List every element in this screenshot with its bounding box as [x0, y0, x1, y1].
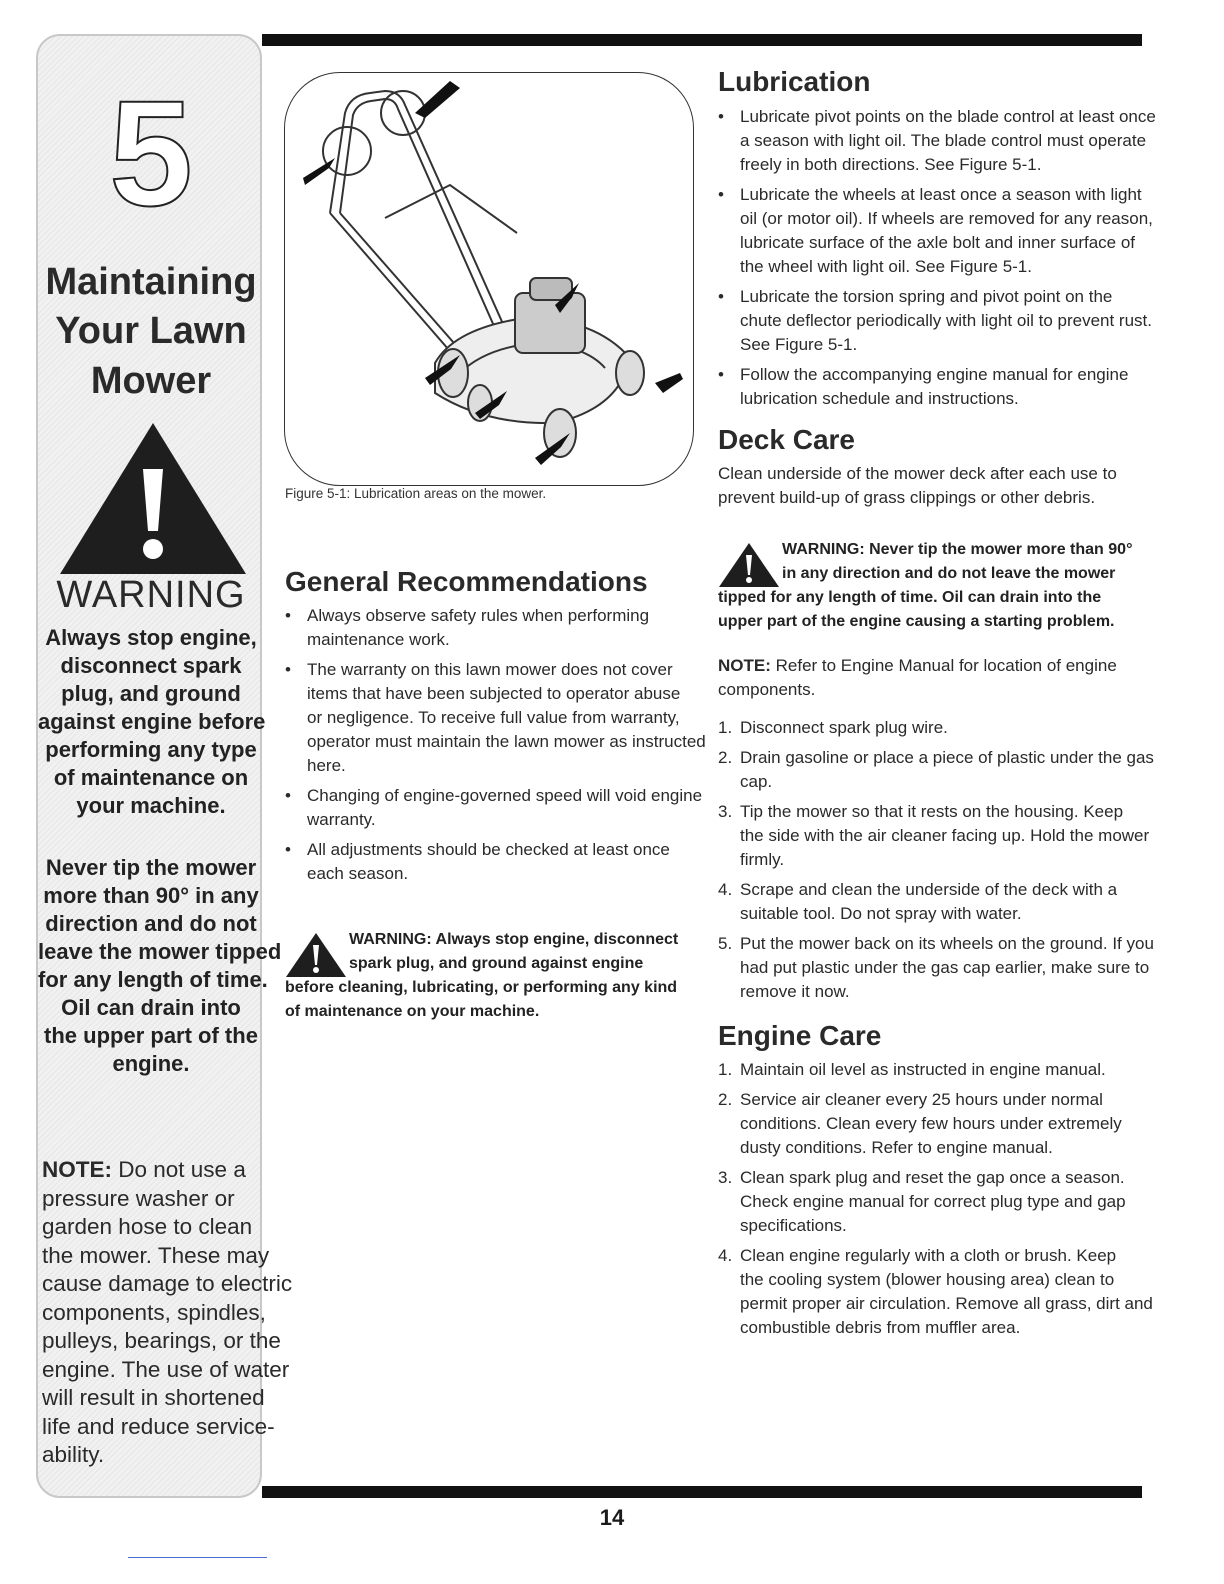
- footer-link-underline[interactable]: [128, 1557, 267, 1558]
- lubrication-list: [718, 105, 1156, 417]
- sidebar-warning-stop-engine: Always stop engine, disconnect spark plug, and ground against engine before performing any type of maintenance on your machine.: [38, 625, 266, 818]
- chapter-sidebar: [36, 34, 293, 1498]
- bullet: •: [285, 786, 291, 805]
- deck-note: NOTE: Refer to Engine Manual for location of engine components.: [718, 656, 1117, 699]
- warning-triangle-icon: [285, 932, 347, 978]
- bullet: •: [718, 365, 724, 384]
- list-item: 3. Tip the mower so that it rests on the housing. Keep the side with the air cleaner facing up. Hold the mower firmly.: [718, 802, 1150, 869]
- step-number: 4.: [718, 880, 733, 899]
- chapter-title-line: Maintaining: [45, 261, 257, 303]
- deck-care-intro: Clean underside of the mower deck after each use to prevent build-up of grass clippings or other debris.: [718, 464, 1117, 507]
- step-number: 2.: [718, 1090, 733, 1109]
- list-item: • Always observe safety rules when performing maintenance work.: [285, 606, 650, 649]
- list-item: • Lubricate the torsion spring and pivot point on the chute deflector periodically with light oil to prevent rust. See Figure 5-1.: [718, 287, 1152, 354]
- bullet: •: [718, 107, 724, 126]
- bullet: •: [285, 606, 291, 625]
- step-number: 3.: [718, 1168, 733, 1187]
- chapter-title-line: Mower: [90, 359, 212, 402]
- chapter-number: 5: [109, 69, 193, 237]
- list-item: • Lubricate pivot points on the blade control at least once a season with light oil. The blade control must operate freely in both directions. See Figure 5-1.: [718, 107, 1156, 174]
- step-number: 3.: [718, 802, 733, 821]
- bullet: •: [285, 660, 291, 679]
- deck-steps-list: [718, 716, 1154, 1010]
- step-number: 1.: [718, 1060, 733, 1079]
- list-item: • The warranty on this lawn mower does not cover items that have been subjected to operator abuse or negligence. To receive full value from warranty, operator must maintain the lawn mower as instructed here.: [285, 660, 706, 775]
- lubrication-heading: Lubrication: [718, 66, 871, 97]
- chapter-title-line: Your Lawn: [55, 310, 247, 353]
- deck-warning: WARNING: Never tip the mower more than 90° in any direction and do not leave the mower tipped for any length of time. Oil can drain into the upper part of the engine causing a starting problem.: [718, 541, 1133, 630]
- list-item: • Follow the accompanying engine manual for engine lubrication schedule and instructions.: [718, 365, 1129, 408]
- engine-care-heading: Engine Care: [718, 1020, 882, 1051]
- list-item: 3. Clean spark plug and reset the gap once a season. Check engine manual for correct plug type and gap specifications.: [718, 1168, 1126, 1235]
- general-recommendations-heading: General Recommendations: [285, 566, 648, 597]
- list-item: 1. Disconnect spark plug wire.: [718, 716, 1148, 740]
- sidebar-note: NOTE: Do not use a pressure washer or garden hose to clean the mower. These may cause damage to electric components, spindles, pulleys, bearings, or the engine. The use of water will result in shortened life and reduce service- ability.: [42, 1157, 293, 1467]
- page-number: 14: [599, 1505, 625, 1530]
- step-number: 1.: [718, 718, 733, 737]
- bullet: •: [718, 287, 724, 306]
- top-rule: [262, 34, 1142, 46]
- step-number: 4.: [718, 1246, 733, 1265]
- figure-caption: Figure 5-1: Lubrication areas on the mower.: [285, 486, 547, 501]
- step-number: 5.: [718, 934, 733, 953]
- list-item: 1. Maintain oil level as instructed in engine manual.: [718, 1058, 1148, 1082]
- deck-care-heading: Deck Care: [718, 424, 855, 455]
- step-number: 2.: [718, 748, 733, 767]
- list-item: 4. Scrape and clean the underside of the deck with a suitable tool. Do not spray with water.: [718, 880, 1118, 923]
- bullet: •: [285, 840, 291, 859]
- general-recommendations-list: [285, 604, 706, 892]
- list-item: 4. Clean engine regularly with a cloth or brush. Keep the cooling system (blower housing area) clean to permit proper air circulation. Remove all grass, dirt and combustible debris from muffler area.: [718, 1246, 1153, 1337]
- note-label: NOTE:: [42, 1157, 112, 1182]
- list-item: 2. Drain gasoline or place a piece of plastic under the gas cap.: [718, 748, 1154, 791]
- chapter-title: [38, 258, 264, 406]
- list-item: • Changing of engine-governed speed will void engine warranty.: [285, 786, 703, 829]
- warning-heading: WARNING: [56, 574, 246, 616]
- list-item: 2. Service air cleaner every 25 hours under normal conditions. Clean every few hours under extremely dusty conditions. Refer to engine manual.: [718, 1090, 1122, 1157]
- general-warning: WARNING: Always stop engine, disconnect spark plug, and ground against engine before cleaning, lubricating, or performing any kind of maintenance on your machine.: [285, 931, 679, 1020]
- list-item: • Lubricate the wheels at least once a season with light oil (or motor oil). If wheels are removed for any reason, lubricate surface of the axle bolt and inner surface of the wheel with light oil. See Figure 5-1.: [718, 185, 1153, 276]
- lawn-mower-illustration: [285, 73, 694, 486]
- list-item: 5. Put the mower back on its wheels on the ground. If you had put plastic under the gas cap earlier, make sure to remove it now.: [718, 934, 1154, 1001]
- bottom-rule: [262, 1486, 1142, 1498]
- list-item: • All adjustments should be checked at least once each season.: [285, 840, 670, 883]
- lubrication-figure: [284, 72, 694, 486]
- warning-triangle-icon: [58, 421, 248, 576]
- sidebar-warning-tip-mower: Never tip the mower more than 90° in any direction and do not leave the mower tipped for any length of time. Oil can drain into the upper part of the engine.: [38, 855, 282, 1076]
- engine-care-list: [718, 1058, 1153, 1346]
- note-label: NOTE:: [718, 656, 771, 675]
- warning-triangle-icon: [718, 542, 780, 588]
- bullet: •: [718, 185, 724, 204]
